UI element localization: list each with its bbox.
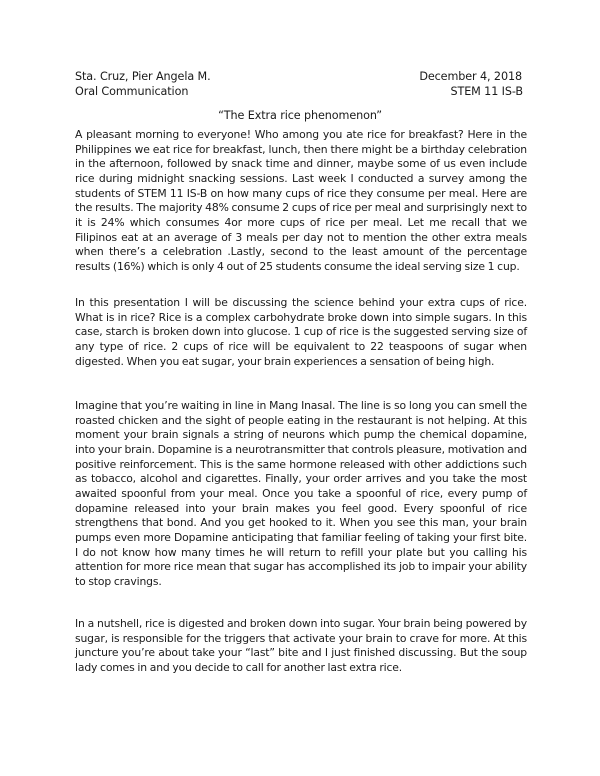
document-title: “The Extra rice phenomenon” xyxy=(218,109,382,122)
author-name: Sta. Cruz, Pier Angela M. xyxy=(75,70,211,83)
paragraph-science: In this presentation I will be discussing the science behind your extra cups of rice. What is in rice? Rice is a complex carbohydrate broke down into simple sugars. In this case, starch is broken down into glucose. 1 cup of rice is the suggested serving size of any type of rice. 2 cups of rice will be equivalent to 22 teaspoons of sugar when digested. When you eat sugar, your brain experiences a sensation of being high. xyxy=(75,296,527,368)
paragraph-conclusion: In a nutshell, rice is digested and broken down into sugar. Your brain being powered by sugar, is responsible for the triggers that activate your brain to crave for more. At this juncture you’re about take your “last” bite and I just finished discussing. But the soup lady comes in and you decide to call for another last extra rice. xyxy=(75,617,527,674)
document-date: December 4, 2018 xyxy=(419,70,522,83)
course-name: Oral Communication xyxy=(75,85,189,98)
paragraph-dopamine: Imagine that you’re waiting in line in Mang Inasal. The line is so long you can smell the roasted chicken and the sight of people eating in the restaurant is not helping. At this moment your brain signals a string of neurons which pump the chemical dopamine, into your brain. Dopamine is a neurotransmitter that controls pleasure, motivation and positive reinforcement. This is the same hormone released with other addictions such as tobacco, alcohol and cigarettes. Finally, your order arrives and you take the most awaited spoonful from your meal. Once you take a spoonful of rice, every pump of dopamine released into your brain makes you feel good. Every spoonful of rice strengthens that bond. And you get hooked to it. When you see this man, your brain pumps even more Dopamine anticipating that familiar feeling of taking your first bite. I do not know how many times he will return to refill your plate but you calling his attention for more rice mean that sugar has accomplished its job to impair your ability to stop cravings. xyxy=(75,399,527,588)
class-section: STEM 11 IS-B xyxy=(450,85,523,98)
paragraph-introduction: A pleasant morning to everyone! Who among you ate rice for breakfast? Here in the Philippines we eat rice for breakfast, lunch, then there might be a birthday celebration in the afternoon, followed by snack time and dinner, maybe some of us even include rice during midnight snacking sessions. Last week I conducted a survey among the students of STEM 11 IS-B on how many cups of rice they consume per meal. Here are the results. The majority 48% consume 2 cups of rice per meal and surprisingly next to it is 24% which consumes 4or more cups of rice per meal. Let me recall that we Filipinos eat at an average of 3 meals per day not to mention the other extra meals when there’s a celebration .Lastly, second to the least amount of the percentage results (16%) which is only 4 out of 25 students consume the ideal serving size 1 cup. xyxy=(75,128,527,273)
